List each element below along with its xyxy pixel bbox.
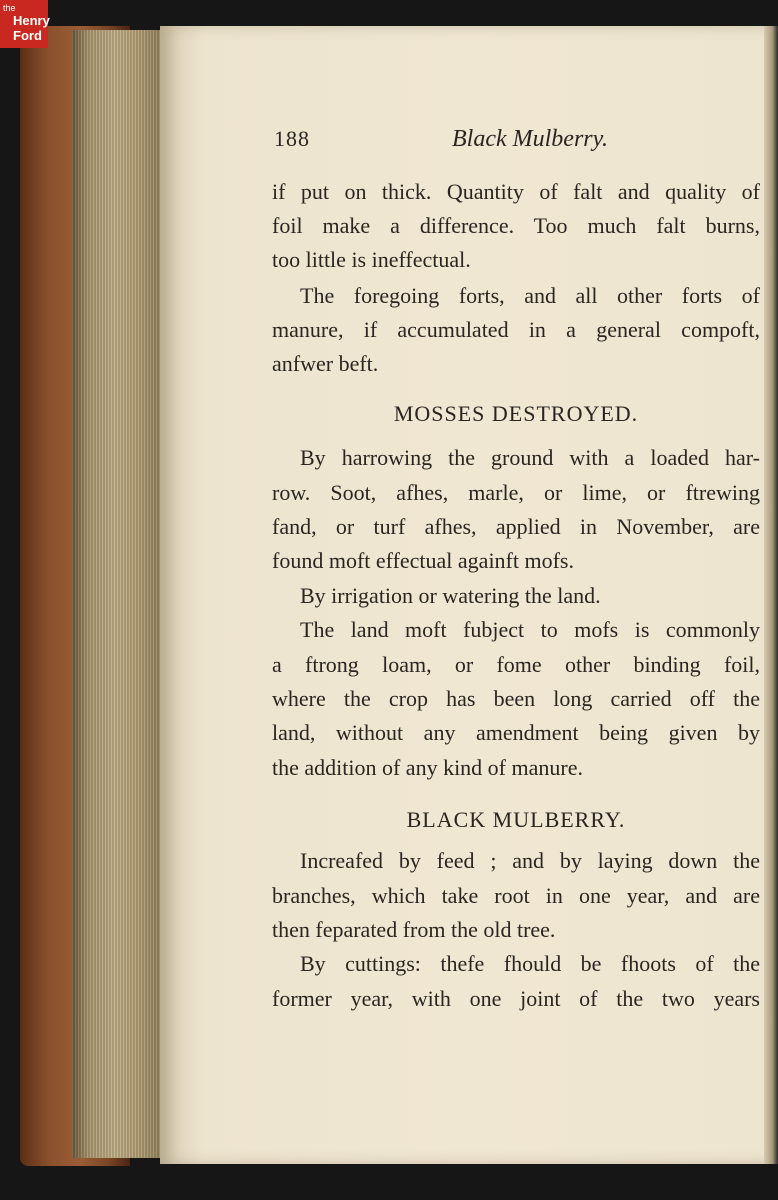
text-line: the addition of any kind of manure.: [272, 755, 583, 780]
page-edges: [72, 30, 166, 1158]
text-line: By irrigation or watering the land.: [300, 583, 601, 608]
text-line: land, without any amendment being given by: [272, 720, 760, 745]
text-line: manure, if accumulated in a general compoft,: [272, 317, 760, 342]
logo-text-henry: Henry: [13, 13, 50, 28]
section-heading: BLACK MULBERRY.: [406, 807, 626, 832]
right-page-edge: [764, 26, 778, 1164]
running-head: [274, 126, 654, 160]
text-line: too little is ineffectual.: [272, 247, 471, 272]
text-line: Increafed by feed ; and by laying down the: [300, 848, 760, 873]
henry-ford-logo: [0, 0, 48, 48]
section-heading: MOSSES DESTROYED.: [393, 401, 639, 426]
text-line: if put on thick. Quantity of falt and quality of: [272, 179, 760, 204]
text-line: branches, which take root in one year, and are: [272, 883, 760, 908]
text-line: By cuttings: thefe fhould be fhoots of the: [300, 951, 760, 976]
text-line: a ftrong loam, or fome other binding foil,: [272, 652, 760, 677]
logo-text-ford: Ford: [13, 28, 42, 43]
text-line: where the crop has been long carried off the: [272, 686, 760, 711]
text-line: row. Soot, afhes, marle, or lime, or ftrewing: [272, 480, 760, 505]
running-title: Black Mulberry.: [452, 126, 608, 152]
text-line: found moft effectual againft mofs.: [272, 548, 574, 573]
text-line: then feparated from the old tree.: [272, 917, 556, 942]
text-line: By harrowing the ground with a loaded har-: [300, 445, 760, 470]
logo-text-the: the: [3, 3, 16, 13]
text-line: former year, with one joint of the two years: [272, 986, 760, 1011]
text-line: fand, or turf afhes, applied in November, are: [272, 514, 760, 539]
text-line: The foregoing forts, and all other forts of: [300, 283, 760, 308]
text-line: foil make a difference. Too much falt burns,: [272, 213, 760, 238]
text-line: The land moft fubject to mofs is commonly: [300, 617, 760, 642]
page-number: 188: [274, 126, 310, 151]
text-line: anfwer beft.: [272, 351, 379, 376]
